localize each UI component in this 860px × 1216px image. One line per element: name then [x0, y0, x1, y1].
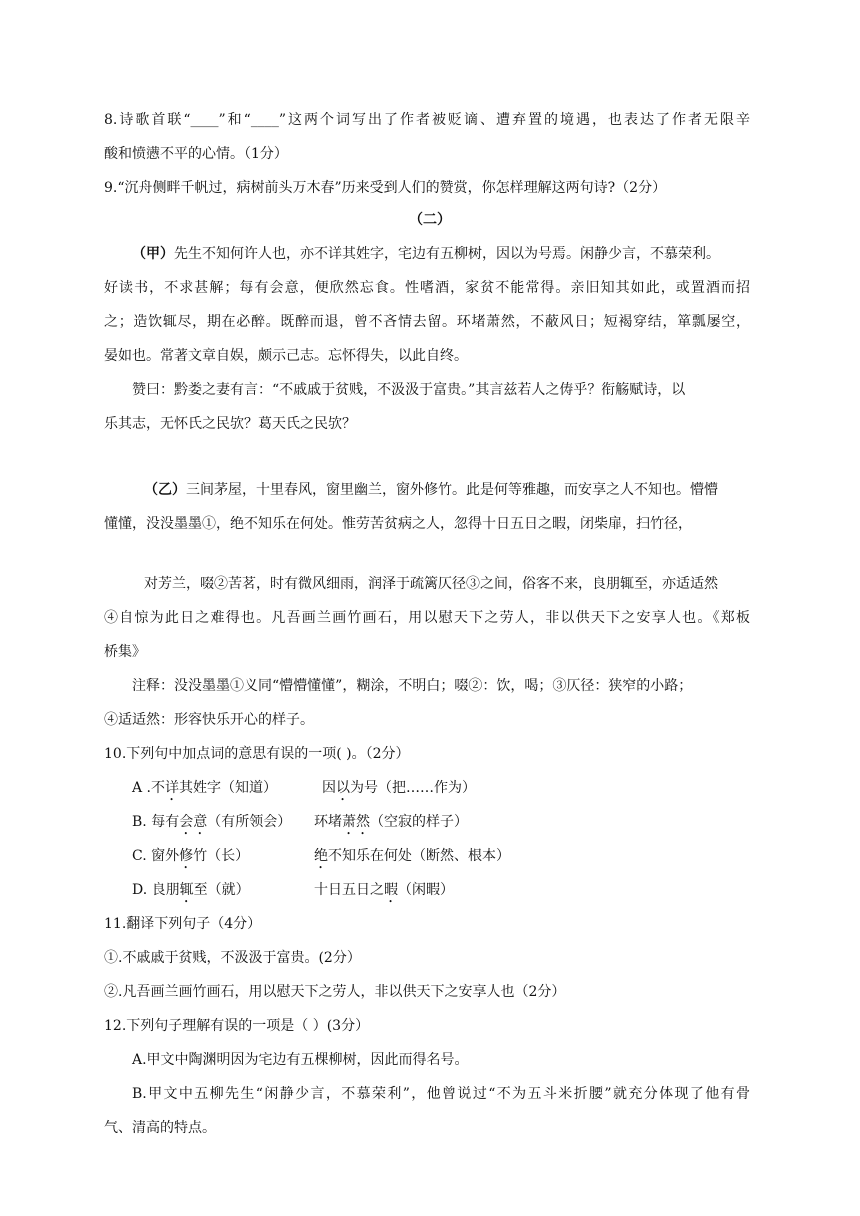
jia-line-2: 好读书，不求甚解；每有会意，便欣然忘食。性嗜酒，家贫不能常得。亲旧知其如此，或置酒而招 [104, 280, 750, 296]
q10-stem: 10.下列句中加点词的意思有误的一项( )。（2分） [104, 746, 410, 762]
note-line-1: 注释：没没墨墨①义同“懵懵懂懂”，糊涂，不明白；啜②：饮，喝；③仄径：狭窄的小路； [132, 678, 693, 694]
jia-line-4: 晏如也。常著文章自娱，颇示己志。忘怀得失，以此自终。 [104, 348, 468, 364]
q11-item-1: ①.不戚戚于贫贱，不汲汲于富贵。(2分） [104, 950, 361, 966]
q8-line-2: 酸和愤懑不平的心情。（1分） [104, 146, 288, 162]
q11-stem: 11.翻译下列句子（4分） [104, 916, 262, 932]
q10-option-d-right: 十日五日之暇（闲暇） [314, 882, 454, 898]
section-title: （二） [409, 212, 451, 228]
jia-label: （甲） [132, 246, 174, 262]
jia-text-1: 先生不知何许人也，亦不详其姓字，宅边有五柳树，因以为号焉。闲静少言，不慕荣利。 [174, 246, 720, 262]
jia-line-3: 之；造饮辄尽，期在必醉。既醉而退，曾不吝情去留。环堵萧然，不蔽风日；短褐穿结，箪瓢屡空， [104, 314, 750, 330]
zan-line-2: 乐其志，无怀氏之民欤？葛天氏之民欤？ [104, 416, 356, 432]
yi-text-1: 三间茅屋，十里春风，窗里幽兰，窗外修竹。此是何等雅趣，而安享之人不知也。懵懵 [186, 482, 718, 498]
q12-option-b-line-1: B.甲文中五柳先生“闲静少言，不慕荣利”，他曾说过“不为五斗米折腰”就充分体现了他有骨 [132, 1086, 750, 1102]
jia-line-1 [132, 244, 720, 264]
yi-line-1 [144, 480, 718, 500]
yi-line-2: 懂懂，没没墨墨①，绝不知乐在何处。惟劳苦贫病之人，忽得十日五日之暇，闭柴扉，扫竹径， [104, 516, 692, 532]
q10-option-a-left: A .不详其姓字（知道） [132, 780, 278, 796]
yi-label: （乙） [144, 482, 186, 498]
q12-stem: 12.下列句子理解有误的一项是（ ）(3分） [104, 1018, 370, 1034]
q10-option-a-right: 因以为号（把……作为） [322, 780, 476, 796]
q10-option-b-left: B. 每有会意（有所领会） [132, 814, 292, 830]
yi-line-3: 对芳兰，啜②苦茗，时有微风细雨，润泽于疏篱仄径③之间，俗客不来，良朋辄至，亦适适然 [144, 576, 718, 592]
zan-line-1: 赞曰：黔娄之妻有言：“不戚戚于贫贱，不汲汲于富贵。”其言兹若人之俦乎？衔觞赋诗，以 [132, 382, 686, 398]
q10-option-b-right: 环堵萧然（空寂的样子） [314, 814, 468, 830]
q12-option-a: A.甲文中陶渊明因为宅边有五棵柳树，因此而得名号。 [132, 1052, 469, 1068]
yi-line-5: 桥集》 [104, 644, 146, 660]
q11-item-2: ②.凡吾画兰画竹画石，用以慰天下之劳人，非以供天下之安享人也（2分） [104, 984, 566, 1000]
q10-option-c-left: C. 窗外修竹（长） [132, 848, 250, 864]
note-line-2: ④适适然：形容快乐开心的样子。 [104, 712, 314, 728]
yi-line-4: ④自惊为此日之难得也。凡吾画兰画竹画石，用以慰天下之劳人，非以供天下之安享人也。《郑板 [104, 610, 750, 626]
q9-text: 9.“沉舟侧畔千帆过，病树前头万木春”历来受到人们的赞赏，你怎样理解这两句诗?（2分） [104, 180, 667, 196]
q8-line-1: 8.诗歌首联“____”和“____”这两个词写出了作者被贬谪、遭弃置的境遇，也表达了作者无限辛 [104, 112, 750, 128]
q10-option-c-right: 绝不知乐在何处（断然、根本） [314, 848, 510, 864]
q10-option-d-left: D. 良朋辄至（就） [132, 882, 250, 898]
q12-option-b-line-2: 气、清高的特点。 [104, 1120, 216, 1136]
